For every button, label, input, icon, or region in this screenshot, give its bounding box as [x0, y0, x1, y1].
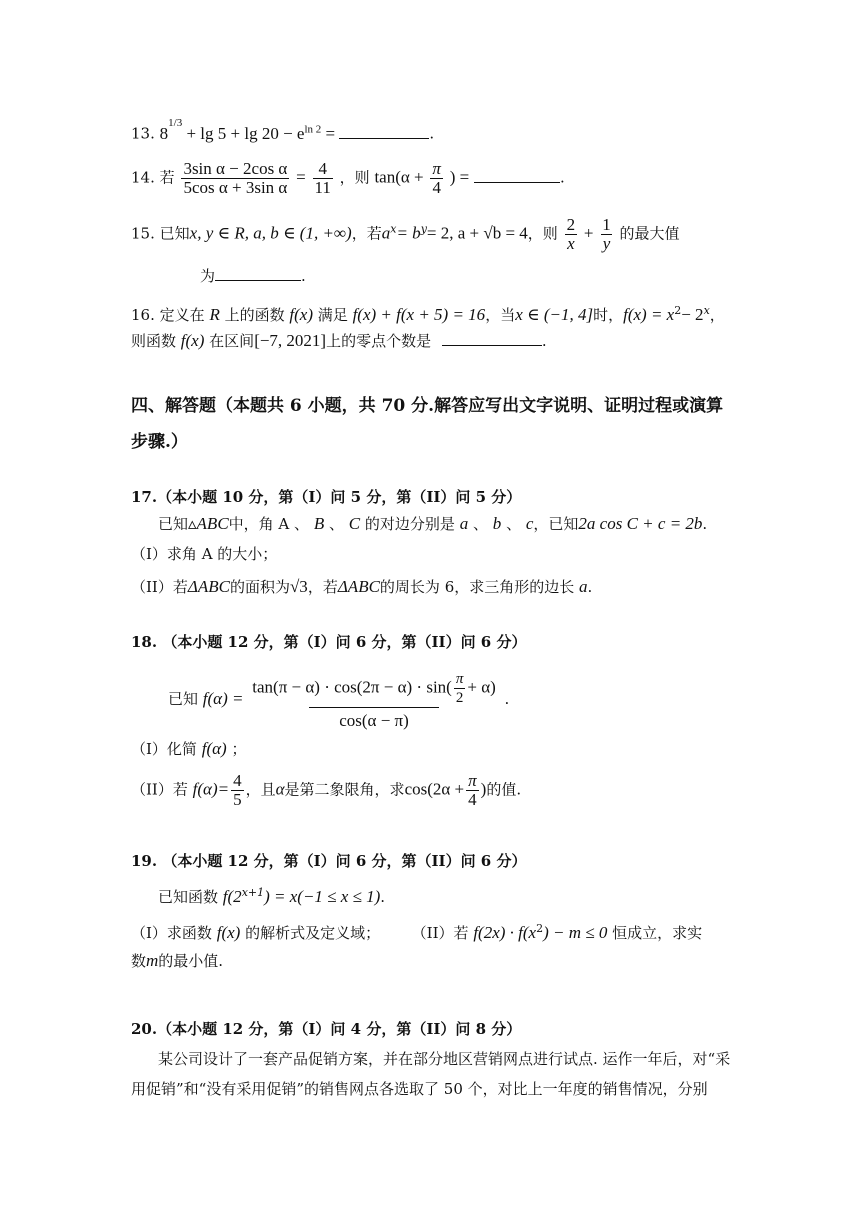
problem-18-header: 18. （本小题 12 分，第（I）问 6 分，第（II）问 6 分） [131, 633, 527, 651]
problem-17-header: 17.（本小题 10 分，第（I）问 5 分，第（II）问 5 分） [131, 488, 522, 506]
fraction: $\frac{2}{x}$ [566, 215, 576, 253]
problem-number: 14. [131, 168, 155, 187]
expression: $8^{1/3} + \lg 5 + \lg 20 - e^{ln 2}$ = [159, 117, 336, 143]
problem-number: 13. [131, 124, 155, 143]
fraction: tan(π − α) · cos(2π − α) · sin( $\frac{\pi}{2}$ + α) cos(α − π) [252, 671, 496, 730]
fraction: $\frac{\pi}{4}$ [468, 771, 477, 809]
section-heading-line2: 步骤.） [131, 432, 188, 452]
problem-20-line2: 用促销”和“没有采用促销”的销售网点各选取了 50 个，对比上一年度的销售情况，分别 [131, 1080, 708, 1098]
problem-14: 14. 若 $\frac{\text{3sin α − 2cos α}}{\text{5cos α + 3sin α}}$ = $\frac{4}{11}$ ，则 tan(α + $\frac{\pi}{4}$ ) = . [131, 159, 565, 197]
fraction: $\frac{4}{11}$ [314, 159, 331, 197]
problem-17-part2: （II）若ΔABC的面积为√3，若ΔABC的周长为 6，求三角形的边长 a. [131, 577, 593, 596]
fraction: $\frac{4}{5}$ [233, 771, 242, 809]
problem-number: 15. [131, 224, 155, 243]
fraction: $\frac{\pi}{4}$ [432, 159, 441, 197]
problem-17-statement: 已知▵ABC中，角 A 、 B 、 C 的对边分别是 a 、 b 、 c，已知2a cos C + c = 2b. [158, 514, 708, 533]
problem-16-line2: 则函数 f(x) 在区间[−7, 2021]上的零点个数是 . [131, 331, 547, 350]
problem-16: 16. 定义在 R 上的函数 f(x) 满足 f(x) + f(x + 5) = 16，当x ∈ (−1, 4]时，$f(x) = x^2- 2^x$， [131, 304, 725, 324]
problem-19-header: 19. （本小题 12 分，第（I）问 6 分，第（II）问 6 分） [131, 852, 527, 870]
problem-15-line2: 为 . [200, 267, 306, 285]
section-heading: 四、解答题（本题共 6 小题，共 70 分.解答应写出文字说明、证明过程或演算 [131, 396, 724, 416]
answer-blank [442, 331, 542, 346]
answer-blank [339, 124, 429, 139]
problem-20-line1: 某公司设计了一套产品促销方案，并在部分地区营销网点进行试点. 运作一年后，对“采 [158, 1050, 731, 1068]
problem-18-statement: 已知 f(α) = tan(π − α) · cos(2π − α) · sin( $\frac{\pi}{2}$ + α) cos(α − π) . [168, 671, 510, 730]
problem-20-header: 20.（本小题 12 分，第（I）问 4 分，第（II）问 8 分） [131, 1020, 522, 1038]
answer-blank [215, 266, 301, 281]
problem-18-part1: （I）化简 f(α) ； [131, 739, 247, 758]
problem-17-part1: （I）求角 A 的大小； [131, 545, 278, 563]
problem-19-parts: （I）求函数 f(x) 的解析式及定义域； （II）若 $f(2x) \cdot f(x^2) - m \le 0$ 恒成立，求实 [131, 922, 703, 942]
problem-13: 13. $8^{1/3} + \lg 5 + \lg 20 - e^{ln 2}$ = . [131, 117, 435, 143]
answer-blank [474, 168, 560, 183]
problem-19-part2-cont: 数m的最小值. [131, 951, 224, 970]
problem-number: 16. [131, 306, 155, 324]
fraction: $\frac{1}{y}$ [602, 215, 611, 253]
problem-15: 15. 已知x, y ∈ R, a, b ∈ (1, +∞)，若$a^x= b^y= 2$, a + √b = 4，则 $\frac{2}{x}$ + $\frac{1}{y}$ 的最大值 [131, 215, 680, 253]
problem-19-statement: 已知函数 $f(2^{x+1}) = x(-1 \le x \le 1)$. [158, 886, 386, 906]
fraction: $\frac{\text{3sin α − 2cos α}}{\text{5cos α + 3sin α}}$ [183, 159, 288, 197]
problem-18-part2: （II）若 f(α)= $\frac{4}{5}$ ，且α是第二象限角，求cos(2α + $\frac{\pi}{4}$ )的值. [131, 771, 522, 809]
